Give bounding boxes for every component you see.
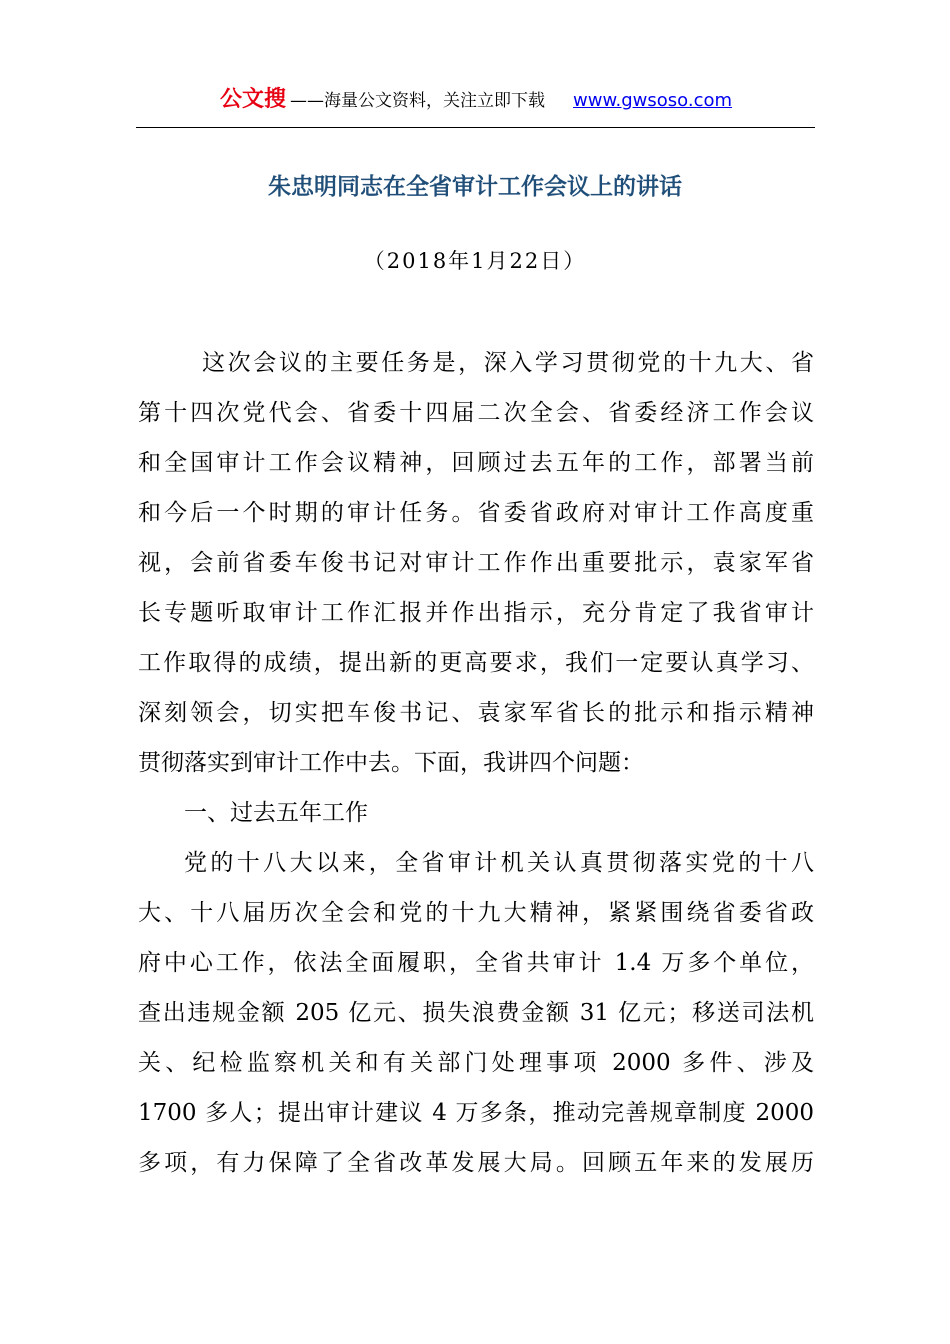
paragraph-line: 党的十八大以来，全省审计机关认真贯彻落实党的十八 xyxy=(184,850,814,876)
paragraph-line: 多项，有力保障了全省改革发展大局。回顾五年来的发展历 xyxy=(138,1150,814,1176)
paragraph-line: 大、十八届历次全会和党的十九大精神，紧紧围绕省委省政 xyxy=(138,900,814,926)
header-tagline: ——海量公文资料，关注立即下载 xyxy=(290,91,545,111)
site-url-link[interactable]: www.gwsoso.com xyxy=(573,90,733,111)
paragraph-line: 关、纪检监察机关和有关部门处理事项 2000 多件、涉及 xyxy=(138,1050,814,1076)
site-header xyxy=(138,82,814,112)
paragraph-line: 查出违规金额 205 亿元、损失浪费金额 31 亿元；移送司法机 xyxy=(138,1000,814,1026)
paragraph-line: 视，会前省委车俊书记对审计工作作出重要批示，袁家军省 xyxy=(138,550,814,576)
paragraph-line: 和全国审计工作会议精神，回顾过去五年的工作，部署当前 xyxy=(138,450,814,476)
paragraph-line: 长专题听取审计工作汇报并作出指示，充分肯定了我省审计 xyxy=(138,600,814,626)
section-heading: 一、过去五年工作 xyxy=(184,800,368,826)
paragraph-line: 深刻领会，切实把车俊书记、袁家军省长的批示和指示精神 xyxy=(138,700,814,726)
paragraph-line: 府中心工作，依法全面履职，全省共审计 1.4 万多个单位， xyxy=(138,950,814,976)
document-body xyxy=(138,338,814,1188)
paragraph-line: 工作取得的成绩，提出新的更高要求，我们一定要认真学习、 xyxy=(138,650,814,676)
brand-logo-text[interactable]: 公文搜 xyxy=(219,87,286,112)
paragraph-line: 第十四次党代会、省委十四届二次全会、省委经济工作会议 xyxy=(138,400,814,426)
document-date: （2018年1月22日） xyxy=(363,249,587,273)
header-divider xyxy=(136,127,815,128)
paragraph-line: 这次会议的主要任务是，深入学习贯彻党的十九大、省 xyxy=(202,350,814,376)
paragraph-line: 1700 多人；提出审计建议 4 万多条，推动完善规章制度 2000 xyxy=(138,1100,814,1126)
paragraph-line: 和今后一个时期的审计任务。省委省政府对审计工作高度重 xyxy=(138,500,814,526)
paragraph-line: 贯彻落实到审计工作中去。下面，我讲四个问题： xyxy=(138,750,644,776)
document-title: 朱忠明同志在全省审计工作会议上的讲话 xyxy=(268,174,682,200)
